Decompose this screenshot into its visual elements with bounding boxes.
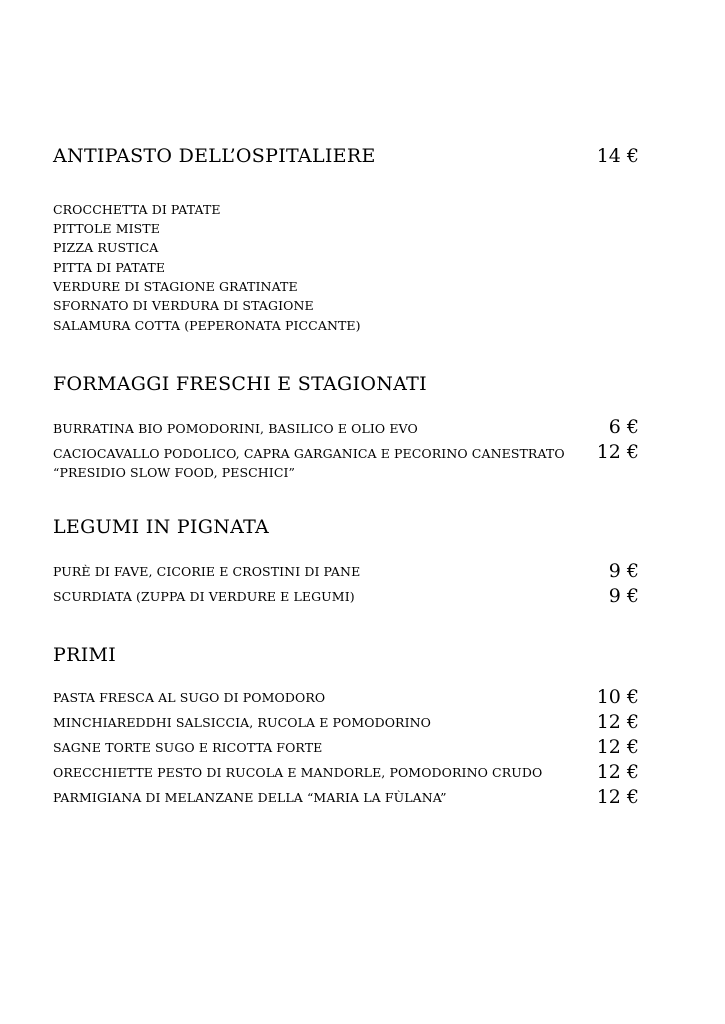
- menu-item-price: 9 €: [608, 585, 639, 607]
- menu-item: SALAMURA COTTA (PEPERONATA PICCANTE): [53, 318, 361, 333]
- section-title-legumi: LEGUMI IN PIGNATA: [53, 516, 270, 538]
- section-title-formaggi: FORMAGGI FRESCHI E STAGIONATI: [53, 373, 427, 395]
- menu-item: SCURDIATA (ZUPPA DI VERDURE E LEGUMI): [53, 589, 355, 604]
- menu-item-price: 12 €: [596, 711, 639, 733]
- section-title-primi: PRIMI: [53, 644, 117, 666]
- menu-item: BURRATINA BIO POMODORINI, BASILICO E OLIO EVO: [53, 421, 418, 436]
- menu-item-price: 12 €: [596, 441, 639, 463]
- menu-item: PIZZA RUSTICA: [53, 240, 159, 255]
- menu-item: PITTOLE MISTE: [53, 221, 160, 236]
- menu-item: PARMIGIANA DI MELANZANE DELLA “MARIA LA FÙLANA”: [53, 790, 447, 805]
- menu-item: CACIOCAVALLO PODOLICO, CAPRA GARGANICA E PECORINO CANESTRATO: [53, 446, 565, 461]
- menu-item-price: 9 €: [608, 560, 639, 582]
- menu-item-price: 12 €: [596, 761, 639, 783]
- menu-item-price: 12 €: [596, 736, 639, 758]
- menu-item: SFORNATO DI VERDURA DI STAGIONE: [53, 298, 314, 313]
- menu-item-price: 6 €: [608, 416, 639, 438]
- section-title-antipasto: ANTIPASTO DELL’OSPITALIERE: [53, 145, 376, 167]
- menu-item: CROCCHETTA DI PATATE: [53, 202, 221, 217]
- menu-item: ORECCHIETTE PESTO DI RUCOLA E MANDORLE, POMODORINO CRUDO: [53, 765, 543, 780]
- menu-item-price: 10 €: [596, 686, 639, 708]
- menu-item: VERDURE DI STAGIONE GRATINATE: [53, 279, 298, 294]
- menu-item: PURÈ DI FAVE, CICORIE E CROSTINI DI PANE: [53, 564, 361, 579]
- menu-item: MINCHIAREDDHI SALSICCIA, RUCOLA E POMODORINO: [53, 715, 431, 730]
- menu-item: PASTA FRESCA AL SUGO DI POMODORO: [53, 690, 326, 705]
- section-price-antipasto: 14 €: [596, 145, 639, 167]
- menu-item: SAGNE TORTE SUGO E RICOTTA FORTE: [53, 740, 323, 755]
- menu-item: “PRESIDIO SLOW FOOD, PESCHICI”: [53, 465, 296, 480]
- menu-item: PITTA DI PATATE: [53, 260, 166, 275]
- menu-item-price: 12 €: [596, 786, 639, 808]
